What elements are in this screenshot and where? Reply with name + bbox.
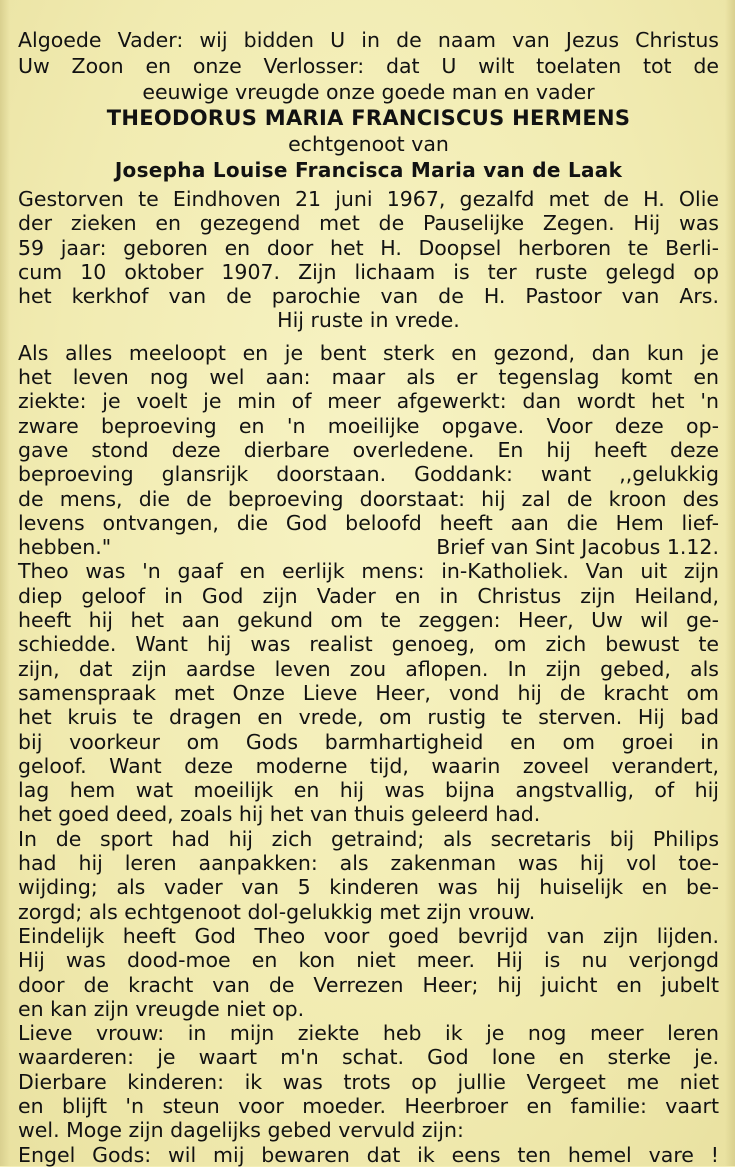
career-line: In de sport had hij zich getraind; als secretaris bij Philips: [18, 826, 719, 851]
farewell-paragraph: [18, 1021, 719, 1167]
card-left-edge: [0, 0, 10, 1166]
biography-line: 59 jaar: geboren en door het H. Doopsel herboren te Berli-: [18, 235, 719, 260]
reflection-line: de mens, die de beproeving doorstaat: hij zal de kroon des: [18, 486, 719, 511]
reflection-line: ziekte: je voelt je min of meer afgewerkt: dan wordt het 'n: [18, 389, 719, 414]
final-prayer: Engel Gods: wil mij bewaren dat ik eens ten hemel vare !: [18, 1142, 719, 1167]
life-line: lag hem wat moeilijk en hij was bijna angstvallig, of hij: [18, 778, 719, 803]
relation-text: echtgenoot van: [288, 132, 449, 156]
life-line: diep geloof in God zijn Vader en in Christus zijn Heiland,: [18, 583, 719, 608]
reflection-line: het leven nog wel aan: maar als er tegenslag komt en: [18, 365, 719, 390]
release-line: en kan zijn vreugde niet op.: [18, 996, 305, 1021]
life-line: schiedde. Want hij was realist genoeg, om zich bewust te: [18, 632, 719, 657]
scripture-line: [18, 535, 719, 559]
reflection-line: Als alles meeloopt en je bent sterk en gezond, dan kun je: [18, 340, 719, 365]
biography-line: Gestorven te Eindhoven 21 juni 1967, gezalfd met de H. Olie: [18, 187, 719, 211]
reflection-line: beproeving glansrijk doorstaan. Goddank: want ,,gelukkig: [18, 462, 719, 487]
career-paragraph: [18, 827, 719, 924]
farewell-line: waarderen: je waart m'n schat. God lone en sterke je.: [18, 1045, 719, 1070]
life-line: samenspraak met Onze Lieve Heer, vond hij de kracht om: [18, 680, 719, 705]
intro-line: Algoede Vader: wij bidden U in de naam van Jezus Christus: [18, 28, 719, 52]
farewell-line: wel. Moge zijn dagelijks gebed vervuld zijn:: [18, 1118, 464, 1143]
career-line: zorgd; als echtgenoot dol-gelukkig met zijn vrouw.: [18, 899, 536, 924]
life-line: Theo was 'n gaaf en eerlijk mens: in-Katholiek. Van uit zijn: [18, 559, 719, 584]
life-line: geloof. Want deze moderne tijd, waarin zoveel verandert,: [18, 753, 719, 778]
intro-line: Uw Zoon en onze Verlosser: dat U wilt toelaten tot de: [18, 54, 719, 78]
life-line: het kruis te dragen en vrede, om rustig te sterven. Hij bad: [18, 705, 719, 730]
release-line: Eindelijk heeft God Theo voor goed bevrijd van zijn lijden.: [18, 923, 719, 948]
intro-prayer: [18, 27, 719, 183]
biography-paragraph: [18, 187, 719, 333]
life-paragraph: [18, 559, 719, 826]
reflection-line: gave stond deze dierbare overledene. En hij heeft deze: [18, 437, 719, 462]
career-line: had hij leren aanpakken: als zakenman was hij vol toe-: [18, 851, 719, 876]
deceased-name: THEODORUS MARIA FRANCISCUS HERMENS: [106, 106, 631, 130]
intro-line: eeuwige vreugde onze goede man en vader: [142, 80, 595, 104]
rest-in-peace: Hij ruste in vrede.: [277, 308, 460, 333]
card-right-edge: [725, 0, 735, 1166]
biography-line: der zieken en gezegend met de Pauselijke Zegen. Hij was: [18, 211, 719, 236]
reflection-paragraph: [18, 341, 719, 560]
spouse-name: Josepha Louise Francisca Maria van de Laak: [114, 158, 623, 182]
reflection-line: levens ontvangen, die God beloofd heeft aan die Hem lief-: [18, 510, 719, 535]
biography-line: het kerkhof van de parochie van de H. Pastoor van Ars.: [18, 284, 719, 309]
scripture-citation: Brief van Sint Jacobus 1.12.: [436, 535, 719, 560]
farewell-line: Dierbare kinderen: ik was trots op jullie Vergeet me niet: [18, 1069, 719, 1094]
life-line: het goed deed, zoals hij het van thuis geleerd had.: [18, 802, 541, 827]
farewell-line: Lieve vrouw: in mijn ziekte heb ik je nog meer leren: [18, 1021, 719, 1046]
life-line: zijn, dat zijn aardse leven zou aflopen. In zijn gebed, als: [18, 656, 719, 681]
release-line: door de kracht van de Verrezen Heer; hij juicht en jubelt: [18, 972, 719, 997]
life-line: heeft hij het aan gekund om te zeggen: Heer, Uw wil ge-: [18, 608, 719, 633]
life-line: bij voorkeur om Gods barmhartigheid en om groei in: [18, 729, 719, 754]
release-line: Hij was dood-moe en kon niet meer. Hij is nu verjongd: [18, 948, 719, 973]
card-text: [18, 27, 719, 1167]
biography-line: cum 10 oktober 1907. Zijn lichaam is ter ruste gelegd op: [18, 259, 719, 284]
career-line: wijding; als vader van 5 kinderen was hij huiselijk en be-: [18, 875, 719, 900]
reflection-line: zware beproeving en 'n moeilijke opgave. Voor deze op-: [18, 413, 719, 438]
farewell-line: en blijft 'n steun voor moeder. Heerbroer en familie: vaart: [18, 1093, 719, 1118]
release-paragraph: [18, 924, 719, 1021]
quote-ending: hebben.": [18, 535, 112, 560]
